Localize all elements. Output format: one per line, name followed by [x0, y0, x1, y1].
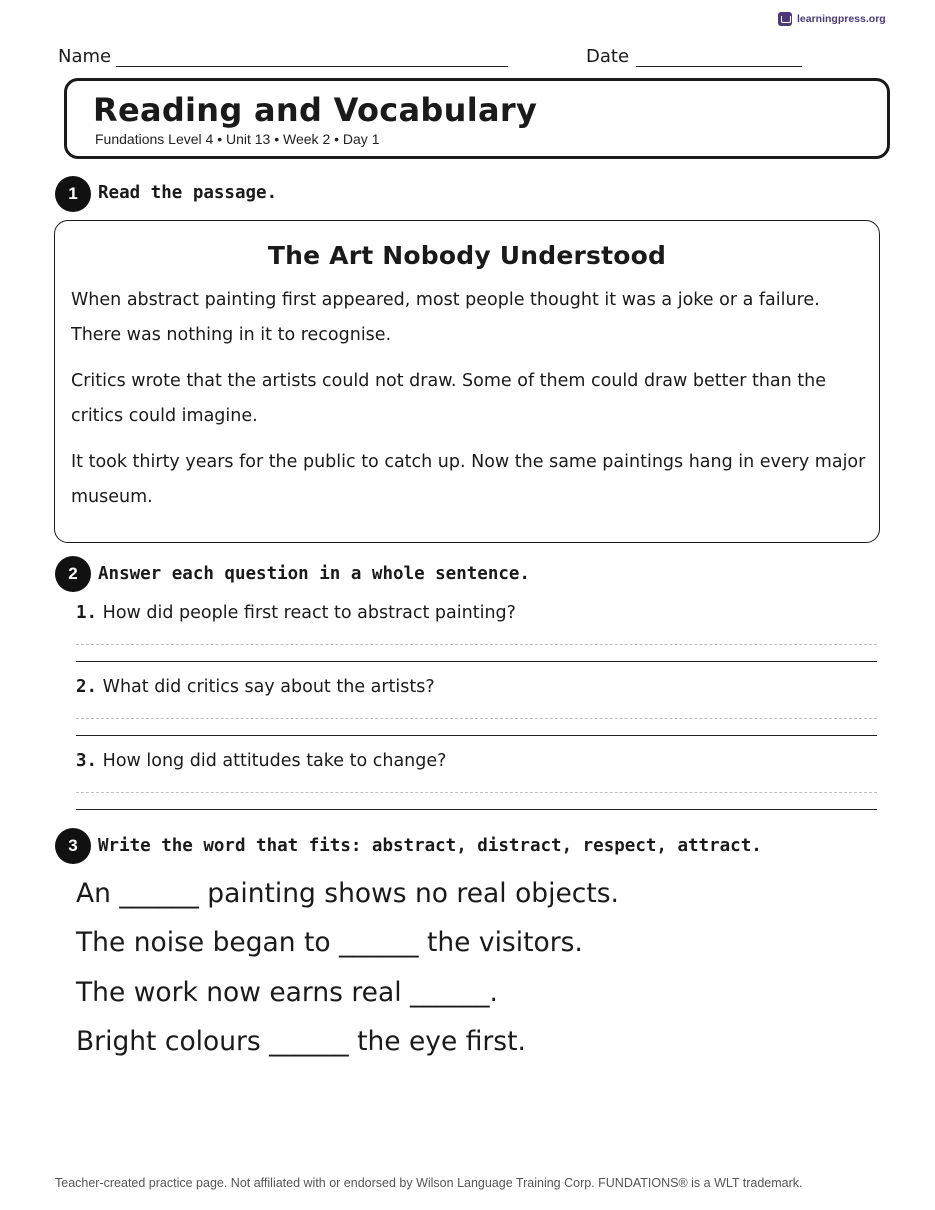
footer-disclaimer: Teacher-created practice page. Not affiliated with or endorsed by Wilson Language Training Corp. FUNDATIONS® is a WLT trademark. [55, 1176, 803, 1190]
passage-paragraph-2: Critics wrote that the artists could not draw. Some of them could draw better than the critics could imagine. [71, 371, 827, 426]
answer-3-line[interactable] [76, 809, 877, 810]
question-2-number: 2. [76, 677, 98, 697]
fill-in-sentence-1: An ______ painting shows no real objects. [76, 878, 619, 909]
page-subtitle: Fundations Level 4 • Unit 13 • Week 2 • Day 1 [95, 131, 380, 147]
question-3 [76, 751, 446, 771]
passage-paragraph-3: It took thirty years for the public to catch up. Now the same paintings hang in every major museum. [71, 452, 866, 507]
fill-in-sentence-3: The work now earns real ______. [76, 977, 498, 1008]
fill-in-sentence-2: The noise began to ______ the visitors. [76, 927, 583, 958]
step-1-badge: 1 [55, 176, 91, 212]
step-3-instruction: Write the word that fits: abstract, distract, respect, attract. [98, 836, 762, 856]
step-3-badge: 3 [55, 828, 91, 864]
passage-paragraph-1: When abstract painting first appeared, most people thought it was a joke or a failure. There was nothing in it to recognise. [71, 290, 820, 345]
question-1-number: 1. [76, 603, 98, 623]
brand-logo [778, 12, 886, 26]
question-1 [76, 603, 516, 623]
brand-name: learningpress.org [797, 13, 886, 25]
title-box [64, 78, 890, 159]
question-1-text: How did people first react to abstract painting? [102, 603, 516, 623]
step-2-badge: 2 [55, 556, 91, 592]
passage-title: The Art Nobody Understood [267, 241, 667, 270]
question-3-text: How long did attitudes take to change? [102, 751, 447, 771]
fill-in-sentence-4: Bright colours ______ the eye first. [76, 1026, 526, 1057]
answer-2-line[interactable] [76, 735, 877, 736]
question-3-number: 3. [76, 751, 98, 771]
answer-1-line[interactable] [76, 661, 877, 662]
date-blank[interactable] [636, 66, 802, 67]
answer-3-guide-line [76, 792, 877, 793]
name-blank[interactable] [116, 66, 508, 67]
step-1-instruction: Read the passage. [98, 183, 278, 203]
question-2 [76, 677, 435, 697]
question-2-text: What did critics say about the artists? [102, 677, 435, 697]
page-title: Reading and Vocabulary [93, 91, 538, 129]
answer-1-guide-line [76, 644, 877, 645]
passage-box [54, 220, 880, 543]
answer-2-guide-line [76, 718, 877, 719]
name-label: Name [58, 46, 112, 67]
date-label: Date [586, 46, 630, 67]
book-icon [778, 12, 792, 26]
step-2-instruction: Answer each question in a whole sentence. [98, 564, 530, 584]
